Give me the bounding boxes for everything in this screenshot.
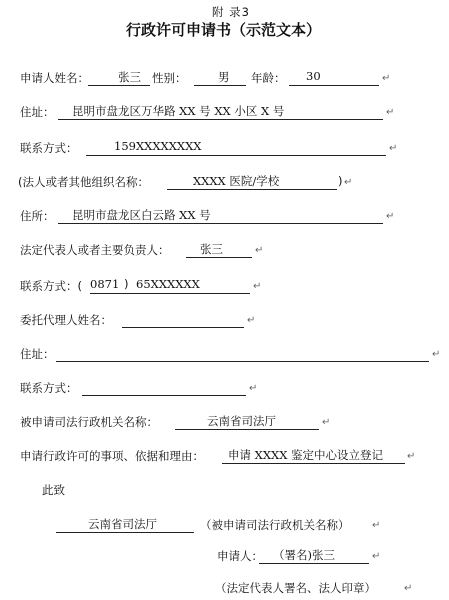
return-mark: ↵	[407, 451, 416, 462]
legal-representative-field[interactable]	[186, 241, 252, 258]
signer-label: 申请人：	[217, 549, 263, 563]
return-mark: ↵	[255, 245, 264, 256]
return-mark: ↵	[372, 520, 381, 531]
organization-name-close: )	[338, 174, 343, 188]
return-mark: ↵	[386, 211, 395, 222]
signer-note: （法定代表人署名、法人印章）	[215, 581, 376, 595]
return-mark: ↵	[253, 281, 262, 292]
gender-field[interactable]	[194, 69, 246, 86]
age-value: 30	[306, 69, 321, 83]
legal-representative-label: 法定代表人或者主要负责人：	[20, 243, 170, 257]
matter-value: 申请 XXXX 鉴定中心设立登记	[228, 448, 384, 462]
applicant-contact-label: 联系方式：	[20, 141, 78, 155]
recipient-note: （被申请司法行政机关名称）	[200, 518, 350, 532]
matter-field[interactable]	[222, 447, 405, 464]
applicant-name-value: 张三	[118, 70, 141, 84]
organization-contact-value: 65XXXXXX	[136, 277, 200, 291]
return-mark: ↵	[247, 315, 256, 326]
matter-label: 申请行政许可的事项、依据和理由：	[20, 449, 204, 463]
agent-name-label: 委托代理人姓名：	[20, 313, 112, 327]
organization-residence-field[interactable]	[58, 207, 383, 224]
return-mark: ↵	[382, 73, 391, 84]
applicant-contact-field[interactable]	[86, 139, 386, 156]
organization-contact-area: 0871	[90, 277, 120, 291]
applicant-name-label: 申请人姓名：	[20, 71, 89, 85]
return-mark: ↵	[389, 143, 398, 154]
organization-name-field[interactable]	[167, 173, 337, 190]
organization-residence-label: 住所：	[20, 209, 55, 223]
return-mark: ↵	[249, 383, 258, 394]
gender-value: 男	[218, 70, 230, 84]
return-mark: ↵	[322, 417, 331, 428]
legal-representative-value: 张三	[200, 242, 223, 256]
recipient-field[interactable]	[56, 516, 194, 533]
appendix-label: 附 录3	[212, 5, 250, 19]
organization-contact-label: 联系方式：(	[20, 279, 82, 293]
organization-name-value: XXXX 医院/学校	[193, 174, 280, 188]
age-field[interactable]	[289, 69, 379, 86]
organization-contact-close: )	[124, 277, 129, 291]
recipient-value: 云南省司法厅	[88, 517, 157, 531]
gender-label: 性别：	[152, 71, 187, 85]
return-mark: ↵	[404, 583, 413, 594]
agent-address-label: 住址：	[20, 347, 55, 361]
signer-value: （署名)张三	[273, 548, 335, 562]
salutation: 此致	[42, 483, 65, 497]
agent-contact-field[interactable]	[82, 379, 246, 396]
applicant-contact-value: 159XXXXXXXX	[114, 139, 202, 153]
agent-name-field[interactable]	[122, 311, 244, 328]
organization-name-label: (法人或者其他组织名称：	[18, 175, 149, 189]
signer-field[interactable]	[259, 547, 369, 564]
applicant-address-label: 住址：	[20, 105, 55, 119]
age-label: 年龄：	[251, 71, 286, 85]
applicant-name-field[interactable]	[88, 69, 150, 86]
authority-value: 云南省司法厅	[207, 414, 276, 428]
return-mark: ↵	[372, 551, 381, 562]
return-mark: ↵	[386, 107, 395, 118]
applicant-address-field[interactable]	[58, 103, 383, 120]
applicant-address-value: 昆明市盘龙区万华路 XX 号 XX 小区 X 号	[72, 104, 285, 118]
agent-contact-label: 联系方式：	[20, 381, 78, 395]
organization-residence-value: 昆明市盘龙区白云路 XX 号	[72, 208, 211, 222]
authority-label: 被申请司法行政机关名称：	[20, 415, 158, 429]
organization-contact-field[interactable]	[90, 277, 250, 294]
authority-field[interactable]	[175, 413, 319, 430]
agent-address-field[interactable]	[56, 345, 429, 362]
return-mark: ↵	[432, 349, 441, 360]
return-mark: ↵	[344, 177, 353, 188]
document-title: 行政许可申请书（示范文本）	[126, 21, 322, 39]
